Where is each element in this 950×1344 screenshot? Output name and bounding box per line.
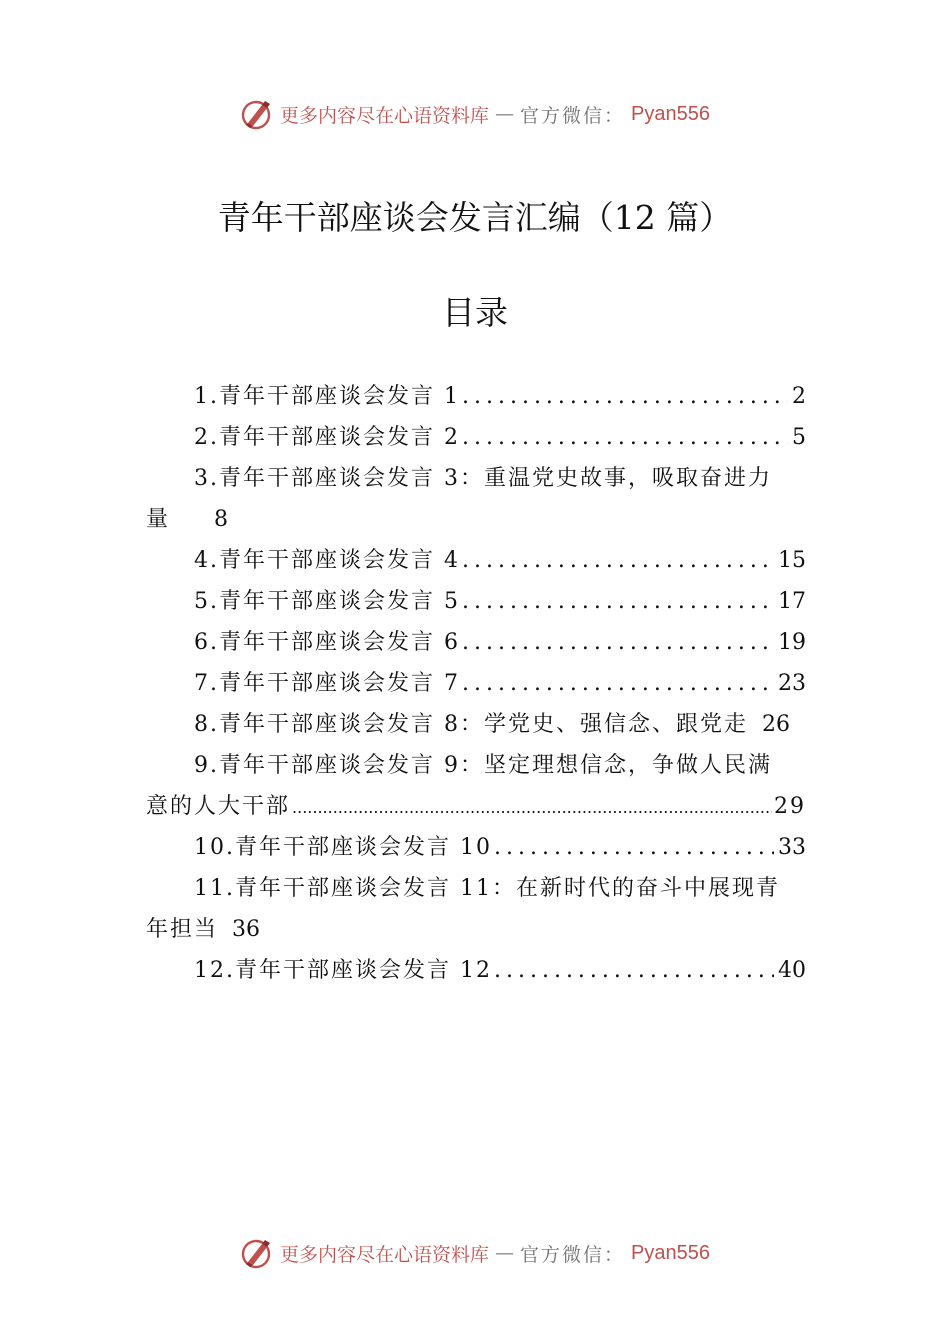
toc-dot-leader bbox=[462, 622, 774, 663]
toc-dot-leader bbox=[462, 376, 788, 417]
toc-entry-page: 33 bbox=[778, 835, 806, 860]
toc-entry-label-continued: 年担当 bbox=[146, 917, 219, 942]
toc-entry-label-continued: 量 bbox=[146, 507, 171, 532]
toc-entry-label: 8.青年干部座谈会发言 8：学党史、强信念、跟党走 bbox=[194, 712, 748, 737]
toc-entry-label: 6.青年干部座谈会发言 6 bbox=[194, 630, 460, 655]
document-title: 青年干部座谈会发言汇编（12 篇） bbox=[217, 198, 733, 237]
toc-entry[interactable] bbox=[146, 417, 806, 458]
toc-entry-page: 40 bbox=[778, 958, 806, 983]
toc-entry-label: 11.青年干部座谈会发言 11：在新时代的奋斗中展现青 bbox=[194, 876, 780, 901]
toc-entry-label: 7.青年干部座谈会发言 7 bbox=[194, 671, 460, 696]
watermark-header bbox=[0, 94, 950, 134]
toc-entry[interactable] bbox=[146, 950, 806, 991]
toc-dot-leader bbox=[462, 581, 774, 622]
table-of-contents bbox=[146, 376, 806, 991]
toc-entry-label-continued: 意的人大干部 bbox=[146, 794, 291, 819]
toc-entry[interactable] bbox=[146, 581, 806, 622]
toc-entry-label: 5.青年干部座谈会发言 5 bbox=[194, 589, 460, 614]
toc-entry[interactable] bbox=[146, 704, 806, 745]
toc-entry-page: 36 bbox=[232, 917, 261, 942]
toc-entry-label: 2.青年干部座谈会发言 2 bbox=[194, 425, 460, 450]
toc-entry-label: 1.青年干部座谈会发言 1 bbox=[194, 384, 460, 409]
toc-entry-label: 3.青年干部座谈会发言 3：重温党史故事，吸取奋进力 bbox=[194, 466, 772, 491]
toc-entry-page: 5 bbox=[792, 425, 806, 450]
watermark-brand: 更多内容尽在心语资料库 bbox=[280, 104, 490, 127]
toc-entry[interactable] bbox=[146, 622, 806, 663]
toc-entry[interactable] bbox=[146, 745, 806, 827]
toc-entry-page: 15 bbox=[778, 548, 806, 573]
toc-heading: 目录 bbox=[442, 293, 508, 332]
toc-entry-label: 12.青年干部座谈会发言 12 bbox=[194, 958, 492, 983]
watermark-label: 官方微信： bbox=[520, 104, 626, 127]
watermark-separator: — bbox=[495, 1242, 515, 1264]
toc-entry-page: 17 bbox=[778, 589, 806, 614]
watermark-footer bbox=[0, 1233, 950, 1273]
toc-entry-page: 23 bbox=[778, 671, 806, 696]
toc-entry[interactable] bbox=[146, 868, 806, 950]
toc-entry[interactable] bbox=[146, 540, 806, 581]
toc-entry-page: 19 bbox=[778, 630, 806, 655]
toc-entry-label: 9.青年干部座谈会发言 9：坚定理想信念，争做人民满 bbox=[194, 753, 772, 778]
toc-entry[interactable] bbox=[146, 827, 806, 868]
toc-entry[interactable] bbox=[146, 663, 806, 704]
toc-entry[interactable] bbox=[146, 458, 806, 540]
watermark-separator: — bbox=[495, 103, 515, 125]
watermark-label: 官方微信： bbox=[520, 1243, 626, 1266]
toc-dot-leader bbox=[494, 827, 774, 868]
toc-entry-page: 8 bbox=[214, 507, 231, 532]
toc-entry-page: 2 bbox=[792, 384, 806, 409]
watermark-wechat-id: Pyan556 bbox=[631, 102, 710, 125]
toc-entry-page: 26 bbox=[761, 712, 790, 737]
watermark-wechat-id: Pyan556 bbox=[631, 1241, 710, 1264]
toc-dot-leader bbox=[462, 540, 774, 581]
toc-entry[interactable] bbox=[146, 376, 806, 417]
pen-logo-icon bbox=[240, 1236, 274, 1270]
pen-logo-icon bbox=[240, 97, 274, 131]
toc-dot-leader bbox=[462, 417, 788, 458]
toc-dot-leader bbox=[292, 787, 772, 828]
toc-dot-leader bbox=[462, 663, 774, 704]
toc-dot-leader bbox=[494, 950, 774, 991]
watermark-brand: 更多内容尽在心语资料库 bbox=[280, 1243, 490, 1266]
toc-entry-page: 29 bbox=[774, 794, 806, 819]
toc-entry-label: 10.青年干部座谈会发言 10 bbox=[194, 835, 492, 860]
toc-entry-label: 4.青年干部座谈会发言 4 bbox=[194, 548, 460, 573]
